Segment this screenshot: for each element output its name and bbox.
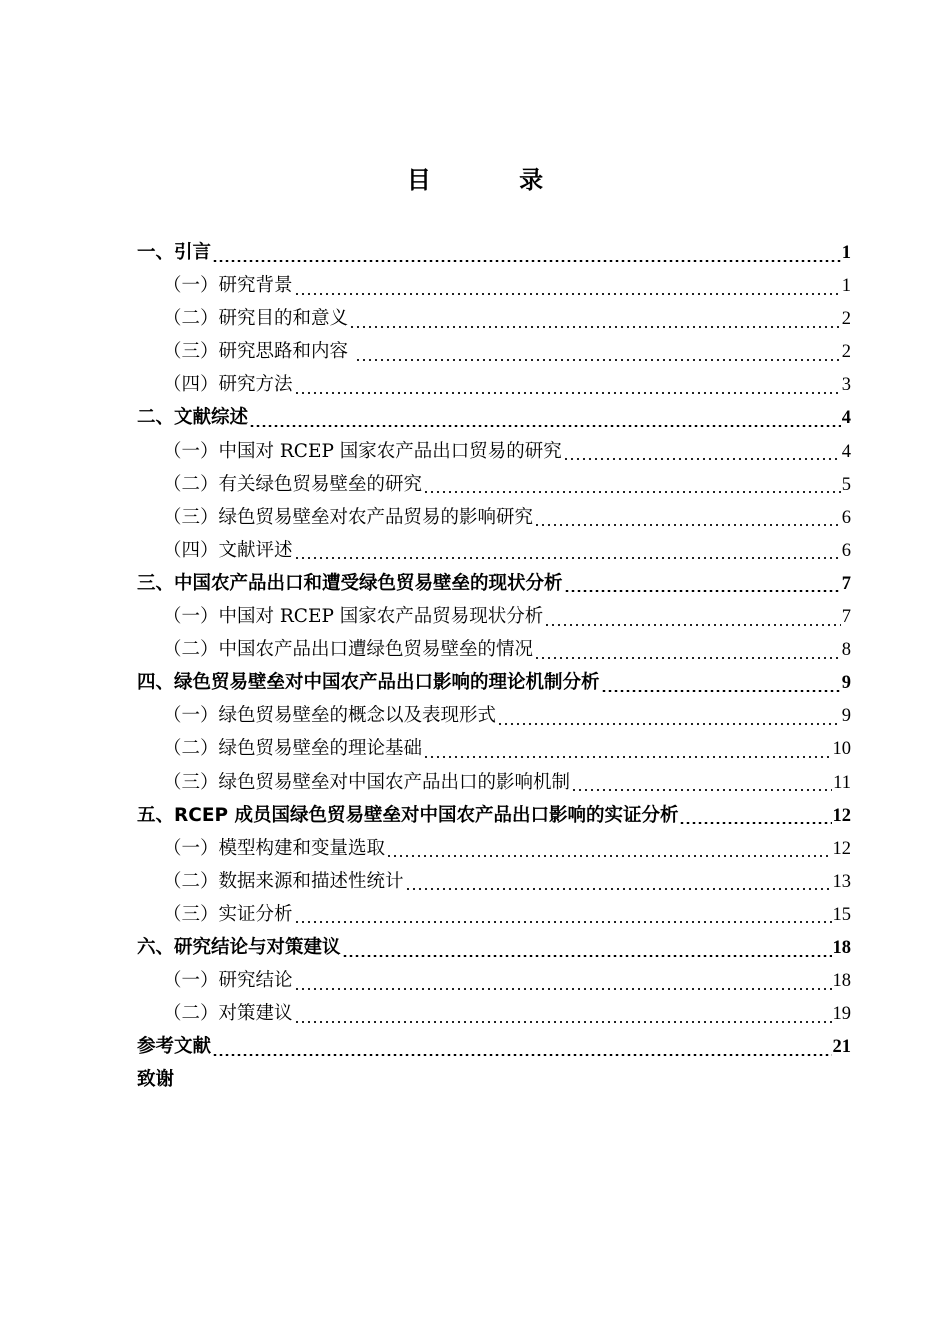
toc-entry-page: 8 [841,640,851,661]
dot-leader [544,624,840,626]
toc-entry[interactable] [137,1030,851,1063]
toc-entry-label: （二）研究目的和意义 [163,308,349,330]
toc-entry-label: （三）研究思路和内容 [163,341,354,363]
toc-entry-page: 12 [832,805,851,826]
dot-leader [563,458,841,460]
toc-title: 目 录 [406,166,584,194]
toc-entry-label: 致谢 [137,1069,175,1091]
dot-leader [294,293,841,295]
toc-entry[interactable] [137,865,851,898]
toc-entry-page: 9 [841,673,851,694]
toc-entry-label: （一）研究结论 [163,970,293,992]
toc-entry-page: 6 [841,507,851,528]
toc-entry-page: 13 [832,871,851,892]
dot-leader [212,1054,831,1056]
toc-entry[interactable] [137,534,851,567]
dot-leader [423,756,831,758]
toc-entry[interactable] [137,964,851,997]
dot-leader [497,723,841,725]
toc-entry[interactable] [137,269,851,302]
toc-entry[interactable] [137,368,851,401]
dot-leader [294,921,832,923]
dot-leader [249,425,841,427]
toc-entry[interactable] [137,335,851,368]
toc-entry-page: 21 [832,1037,851,1058]
toc-entry-label: （二）中国农产品出口遭绿色贸易壁垒的情况 [163,639,534,661]
toc-entry-label: （四）研究方法 [163,374,293,396]
dot-leader [342,955,832,957]
toc-entry-page: 1 [841,276,851,297]
toc-entry-page: 2 [841,342,851,363]
toc-entry[interactable] [137,832,851,865]
toc-entry-label: 二、文献综述 [137,407,249,429]
toc-entry-label: 一、引言 [137,242,212,263]
toc-entry-label: （三）绿色贸易壁垒对农产品贸易的影响研究 [163,506,534,528]
toc-entry[interactable] [137,236,851,269]
toc-entry-page: 11 [833,772,851,793]
dot-leader [405,888,832,890]
toc-entry-page: 5 [841,474,851,495]
toc-entry-label: 参考文献 [137,1036,212,1058]
toc-entry-label: （一）绿色贸易壁垒的概念以及表现形式 [163,705,497,727]
toc-entry-label: 五、RCEP 成员国绿色贸易壁垒对中国农产品出口影响的实证分析 [137,804,679,826]
toc-entry-page: 18 [832,971,851,992]
toc-entry-page: 9 [841,706,851,727]
toc-entry[interactable] [137,666,851,699]
toc-entry-page: 3 [841,375,851,396]
table-of-contents [137,236,851,1096]
toc-entry-label: （二）有关绿色贸易壁垒的研究 [163,473,423,495]
toc-entry-label: 六、研究结论与对策建议 [137,936,341,958]
toc-entry-page: 18 [832,937,851,958]
toc-entry[interactable] [137,1063,851,1096]
toc-entry[interactable] [137,931,851,964]
toc-entry-page: 4 [841,441,851,462]
dot-leader [571,789,832,791]
toc-entry-label: （四）文献评述 [163,539,293,561]
toc-entry-page: 2 [841,309,851,330]
toc-entry-page: 12 [832,838,851,859]
toc-entry-label: （三）实证分析 [163,903,293,925]
toc-entry[interactable] [137,501,851,534]
dot-leader [294,557,841,559]
toc-entry-page: 4 [841,408,851,429]
toc-entry-label: （三）绿色贸易壁垒对中国农产品出口的影响机制 [163,771,571,793]
dot-leader [349,326,841,328]
toc-entry-label: （一）中国对 RCEP 国家农产品贸易现状分析 [163,606,544,628]
toc-entry[interactable] [137,997,851,1030]
dot-leader [294,1021,832,1023]
dot-leader [294,392,841,394]
toc-entry-label: （二）数据来源和描述性统计 [163,870,404,892]
toc-entry-label: 三、中国农产品出口和遭受绿色贸易壁垒的现状分析 [137,572,563,594]
toc-entry[interactable] [137,633,851,666]
toc-entry-label: （一）研究背景 [163,275,293,297]
dot-leader [534,657,841,659]
dot-leader [423,491,841,493]
toc-entry-label: 四、绿色贸易壁垒对中国农产品出口影响的理论机制分析 [137,672,600,694]
toc-entry[interactable] [137,302,851,335]
toc-entry[interactable] [137,567,851,600]
toc-entry-label: （一）模型构建和变量选取 [163,837,386,859]
toc-entry[interactable] [137,898,851,931]
dot-leader [212,260,841,262]
toc-entry[interactable] [137,732,851,765]
toc-entry-page: 19 [832,1004,851,1025]
toc-entry[interactable] [137,435,851,468]
dot-leader [386,855,831,857]
dot-leader [564,590,841,592]
dot-leader [534,524,841,526]
toc-entry-page: 7 [841,607,851,628]
toc-entry-page: 10 [832,739,851,760]
toc-entry-page: 15 [832,904,851,925]
toc-entry-label: （一）中国对 RCEP 国家农产品出口贸易的研究 [163,440,562,462]
dot-leader [294,988,832,990]
toc-entry-page: 6 [841,540,851,561]
toc-entry[interactable] [137,600,851,633]
toc-entry-label: （二）绿色贸易壁垒的理论基础 [163,738,423,760]
toc-entry-page: 1 [841,243,851,263]
toc-entry[interactable] [137,699,851,732]
dot-leader [355,359,841,361]
toc-entry-page: 7 [841,573,851,594]
toc-entry[interactable] [137,799,851,832]
dot-leader [679,822,831,824]
toc-entry[interactable] [137,766,851,799]
toc-entry[interactable] [137,401,851,434]
toc-entry-label: （二）对策建议 [163,1003,293,1025]
toc-entry[interactable] [137,468,851,501]
dot-leader [601,690,841,692]
